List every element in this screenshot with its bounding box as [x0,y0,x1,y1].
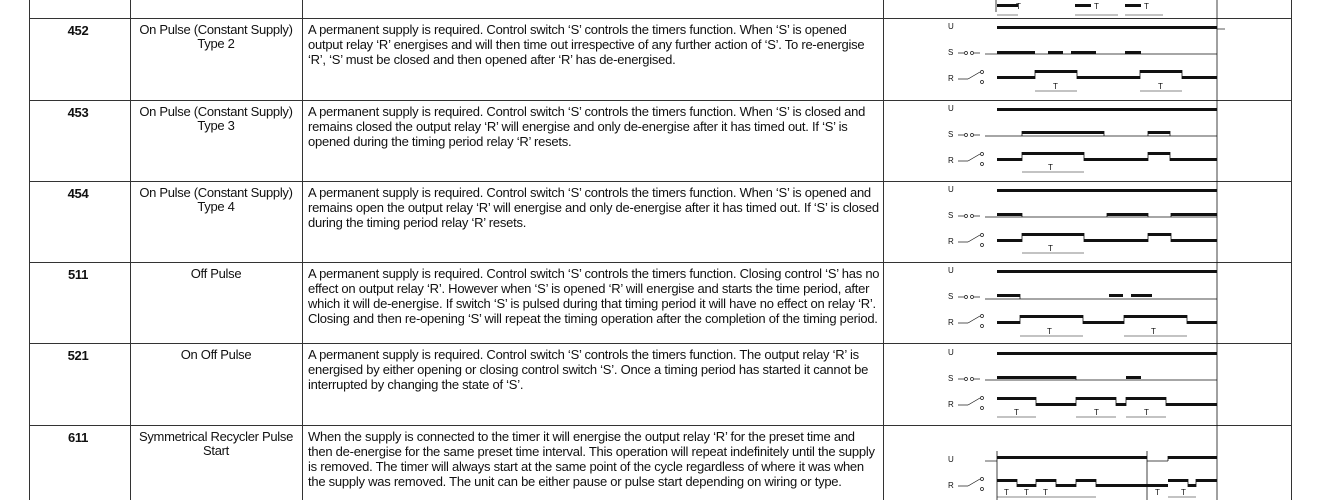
t-label: T [1048,244,1053,253]
function-code: 454 [67,186,89,201]
table-row [0,343,1328,425]
timing-diagram-previous-row [940,0,1240,18]
t-markers [1022,163,1084,172]
t-markers [997,488,1196,497]
t-label: T [1048,163,1053,172]
u-label: U [948,266,954,275]
t-markers [1035,82,1182,91]
t-label: T [1155,488,1160,497]
r-label: R [948,237,954,246]
function-name: On Pulse (Constant Supply) Type 2 [139,22,293,51]
s-waveform [985,131,1217,136]
table-row [0,100,1328,181]
u-waveform [997,26,1225,29]
t-label: T [1047,327,1052,336]
t-markers [1020,327,1187,336]
s-label: S [948,374,954,383]
t-label: T [1004,488,1009,497]
switch-symbol [958,296,984,328]
switch-symbol [958,378,984,410]
function-description: A permanent supply is required. Control switch ‘S’ controls the timers function. When ‘S’ is opened and remains open the output relay ‘R’ will energise and only de-energise after it has timed out. If ‘S’ is closed during the timing period relay ‘R’ resets. [308,185,879,230]
u-label: U [948,22,954,31]
function-description: When the supply is connected to the timer it will energise the output relay ‘R’ for the preset time and then de-energise for the same preset time interval. This operation will repeat indefinitely until the supply is removed. The timer will always start at the same point of the cycle regardless of where it was when the supply was removed. The unit can be either pause or pulse start depending on wiring or type. [308,429,875,489]
timing-diagram [940,181,1240,263]
function-name: Symmetrical Recycler Pulse Start [138,429,293,458]
s-label: S [948,292,954,301]
function-description: A permanent supply is required. Control switch ‘S’ controls the timers function. The output relay ‘R’ is energised by either opening or closing control switch ‘S’. Once a timing period has started it cannot be interrupted by changing the state of ‘S’. [308,347,869,392]
r-waveform [997,343,1217,425]
switch-symbol [958,134,984,166]
function-code: 453 [67,105,89,120]
r-waveform [997,181,1217,262]
function-code: 611 [67,430,89,445]
t-markers [997,2,1163,15]
u-waveform [997,270,1217,273]
timing-diagram [940,262,1240,344]
t-markers [1022,244,1084,253]
function-name: Off Pulse [190,266,242,281]
t-markers [997,408,1166,417]
u-waveform [997,108,1217,111]
u-label: U [948,104,954,113]
timing-diagram [940,100,1240,182]
table-row [0,425,1328,500]
r-waveform [997,100,1217,181]
u-label: U [948,348,954,357]
switch-symbol [958,215,984,247]
t-label: T [1043,488,1048,497]
function-name: On Pulse (Constant Supply) Type 3 [139,104,293,133]
t-label: T [1094,2,1099,11]
t-label: T [1158,82,1163,91]
s-waveform [985,376,1217,380]
t-label: T [1016,2,1021,11]
timing-diagram [940,343,1240,425]
function-name: On Pulse (Constant Supply) Type 4 [139,185,293,214]
switch-symbol [958,52,984,84]
function-description: A permanent supply is required. Control switch ‘S’ controls the timers function. When ‘S’ is opened output relay ‘R’ energises and will then time out irrespective of any further action of ‘S’. To re-energise ‘R’, ‘S’ must be closed and then opened after ‘R’ has de-energised. [308,22,865,67]
s-waveform [985,51,1217,54]
function-code: 452 [67,23,89,38]
r-waveform [997,262,1217,343]
r-label: R [948,400,954,409]
r-label: R [948,156,954,165]
function-code: 511 [67,267,89,282]
t-label: T [1151,327,1156,336]
table-row [0,181,1328,262]
t-label: T [1024,488,1029,497]
s-label: S [948,211,954,220]
s-label: S [948,130,954,139]
t-label: T [1053,82,1058,91]
r-waveform [997,18,1217,100]
table-row [0,18,1328,100]
r-label: R [948,481,954,490]
timing-diagram [940,425,1240,500]
u-label: U [948,455,954,464]
function-description: A permanent supply is required. Control switch ‘S’ controls the timers function. When ‘S’ is closed and remains closed the output relay ‘R’ will energise and only de-energise after it has timed out. If ‘S’ is opened during the timing period relay ‘R’ resets. [308,104,866,149]
r-label: R [948,318,954,327]
r-label: R [948,74,954,83]
t-label: T [1181,488,1186,497]
t-label: T [1014,408,1019,417]
u-label: U [948,185,954,194]
t-label: T [1144,408,1149,417]
timing-diagram [940,18,1240,100]
u-waveform [997,352,1217,355]
table-row [0,262,1328,343]
function-code: 521 [67,348,89,363]
function-description: A permanent supply is required. Control switch ‘S’ controls the timers function. Closing control ‘S’ has no effect on output relay ‘R’. However when ‘S’ is opened ‘R’ will energise and starts the time period, after which it will de-energise. If switch ‘S’ is pulsed during that timing period it will have no effect on relay ‘R’. Closing and then re-opening ‘S’ will repeat the timing operation after the completion of the timing period. [308,266,880,326]
switch-symbol [958,478,984,491]
s-label: S [948,48,954,57]
t-label: T [1144,2,1149,11]
t-label: T [1094,408,1099,417]
s-waveform [985,213,1217,217]
function-name: On Off Pulse [180,347,252,362]
s-waveform [985,294,1217,299]
u-waveform [997,189,1217,192]
